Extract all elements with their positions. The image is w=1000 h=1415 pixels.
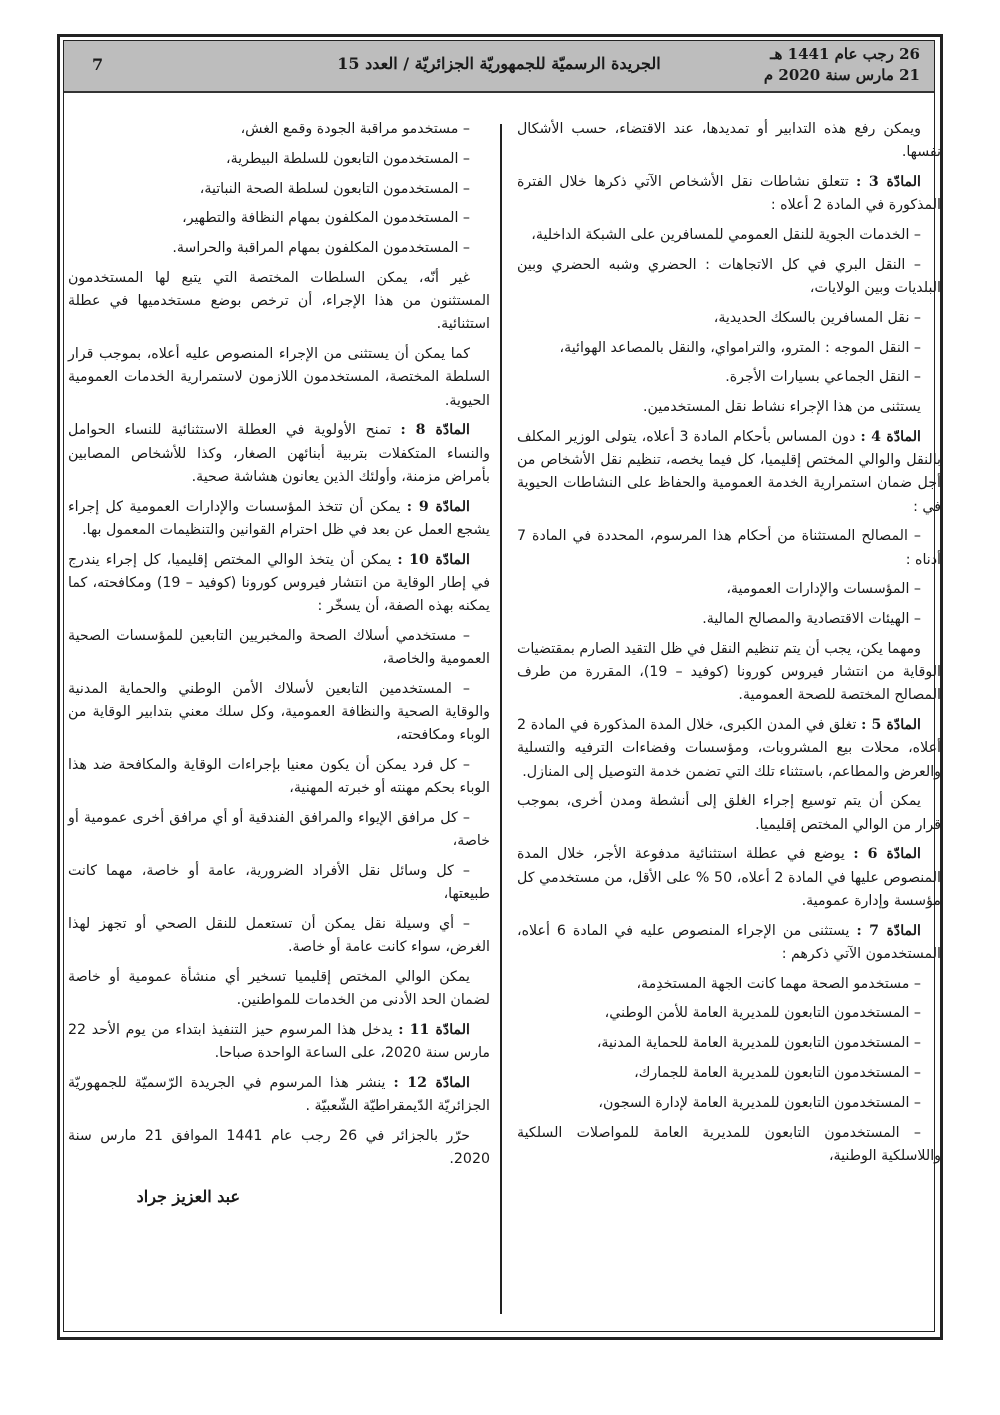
article-label: المادّة 9 :: [406, 498, 470, 515]
list-item: – المستخدمون التابعون للسلطة البيطرية،: [226, 150, 470, 167]
article-text: يمكن أن تتخذ المؤسسات والإدارات العمومية كل إجراء يشجع العمل عن بعد في ظل احترام القوانين والتنظيمات المعمول بها.: [68, 498, 490, 538]
list-item: – نقل المسافرين بالسكك الحديدية،: [713, 309, 921, 326]
list-item: – النقل الجماعي بسيارات الأجرة.: [725, 369, 921, 386]
list-item: – المصالح المستثناة من أحكام هذا المرسوم، المحددة في المادة 7 أدناه :: [517, 528, 941, 568]
article-label: المادّة 4 :: [860, 428, 921, 445]
article-text: يدخل هذا المرسوم حيز التنفيذ ابتداء من يوم الأحد 22 مارس سنة 2020، على الساعة الواحدة صباحا.: [68, 1022, 490, 1062]
list-item: – المستخدمون التابعون للمديرية العامة للمواصلات السلكية واللاسلكية الوطنية،: [517, 1124, 941, 1164]
article-text: يوضع في عطلة استثنائية مدفوعة الأجر، خلال المدة المنصوص عليها في المادة 2 أعلاه، 50 % على الأقل، من مستخدمي كل مؤسسة وإدارة عمومية.: [517, 846, 941, 909]
list-item: – المستخدمون المكلفون بمهام النظافة والتطهير،: [182, 210, 470, 227]
list-item: – الخدمات الجوية للنقل العمومي للمسافرين على الشبكة الداخلية،: [531, 227, 921, 243]
list-item: – أي وسيلة نقل يمكن أن تستعمل للنقل الصحي أو تجهز لهذا الغرض، سواء كانت عامة أو خاصة.: [68, 916, 490, 956]
list-item: – المستخدمون التابعون للمديرية العامة للحماية المدنية،: [596, 1035, 921, 1052]
column-divider: [500, 124, 502, 1314]
paragraph: غير أنّه، يمكن السلطات المختصة التي يتبع لها المستخدمون المستثنون من هذا الإجراء، أن ترخص بوضع مستخدميها في عطلة استثنائية.: [68, 269, 490, 333]
signature: عبد العزيز جراد: [136, 1187, 240, 1207]
article-text: يستثنى من الإجراء المنصوص عليه في المادة 6 أعلاه، المستخدمون الآتي ذكرهم :: [517, 922, 941, 962]
list-item: – المستخدمون التابعون للمديرية العامة للأمن الوطني،: [604, 1005, 921, 1022]
article-paragraph: [517, 843, 941, 913]
article-paragraph: [517, 171, 941, 217]
article-text: يمكن أن يتخذ الوالي المختص إقليميا، كل إجراء يندرج في إطار الوقاية من انتشار فيروس كورونا (كوفيد – 19) ومكافحته، كما يمكنه بهذه الصفة، أن يسخّر :: [68, 551, 490, 614]
paragraph: يمكن الوالي المختص إقليميا تسخير أي منشأة عمومية أو خاصة لضمان الحد الأدنى من الخدمات للمواطنين.: [68, 969, 490, 1009]
article-label: المادّة 8 :: [400, 422, 470, 439]
article-paragraph: [68, 496, 490, 542]
paragraph: كما يمكن أن يستثنى من الإجراء المنصوص عليه أعلاه، بموجب قرار السلطة المختصة، المستخدمون اللازمون لاستمرارية الخدمات العمومية الحيوية.: [68, 346, 490, 409]
article-paragraph: [68, 1072, 490, 1118]
page-number: 7: [92, 55, 104, 74]
paragraph: يمكن أن يتم توسيع إجراء الغلق إلى أنشطة ومدن أخرى، بموجب قرار من الوالي المختص إقليميا.: [517, 793, 941, 833]
article-label: المادّة 12 :: [393, 1075, 470, 1091]
gazette-title: الجريدة الرسميّة للجمهوريّة الجزائريّة / العدد 15: [337, 54, 661, 73]
article-text: تغلق في المدن الكبرى، خلال المدة المذكورة في المادة 2 أعلاه، محلات بيع المشروبات، ومؤسسات وفضاءات الترفيه والتسلية والعرض والمطاعم، باستثناء تلك التي تضمن خدمة التوصيل إلى المنازل.: [517, 717, 941, 780]
article-text: دون المساس بأحكام المادة 3 أعلاه، يتولى الوزير المكلف بالنقل والوالي المختص إقليميا، كل فيما يخصه، تنظيم نقل الأشخاص من أجل ضمان استمرارية الخدمة العمومية والحفاظ على النشاطات الحيوية في :: [517, 428, 941, 515]
paragraph: ويمكن رفع هذه التدابير أو تمديدها، عند الاقتضاء، حسب الأشكال نفسها.: [517, 121, 941, 161]
left-column: [68, 118, 490, 1215]
list-item: – الهيئات الاقتصادية والمصالح المالية.: [702, 611, 921, 628]
list-item: – كل فرد يمكن أن يكون معنيا بإجراءات الوقاية والمكافحة ضد هذا الوباء بحكم مهنته أو خبرته المهنية،: [68, 757, 490, 797]
paragraph: ومهما يكن، يجب أن يتم تنظيم النقل في ظل التقيد الصارم بمقتضيات الوقاية من انتشار فيروس كورونا (كوفيد – 19)، المقررة من طرف المصالح المختصة للصحة العمومية.: [517, 640, 941, 704]
list-item: – المستخدمين التابعين لأسلاك الأمن الوطني والحماية المدنية والوقاية الصحية والنظافة العمومية، وكل سلك معني بتدابير الوقاية من الوباء ومكافحته،: [68, 680, 490, 744]
article-paragraph: [68, 549, 490, 619]
list-item: – المستخدمون التابعون للمديرية العامة للجمارك،: [634, 1064, 921, 1081]
list-item: – مستخدمو الصحة مهما كانت الجهة المستخدِمة،: [636, 975, 921, 992]
article-paragraph: [517, 714, 941, 784]
article-paragraph: [68, 1019, 490, 1065]
list-item: – مستخدمي أسلاك الصحة والمخبريين التابعين للمؤسسات الصحية العمومية والخاصة،: [68, 627, 490, 667]
gazette-header: [64, 41, 934, 93]
article-text: تتعلق نشاطات نقل الأشخاص الآتي ذكرها خلال الفترة المذكورة في المادة 2 أعلاه :: [517, 174, 941, 214]
list-item: – كل وسائل نقل الأفراد الضرورية، عامة أو خاصة، مهما كانت طبيعتها،: [68, 863, 490, 903]
paragraph: حرّر بالجزائر في 26 رجب عام 1441 الموافق 21 مارس سنة 2020.: [68, 1128, 490, 1168]
article-label: المادّة 5 :: [861, 717, 921, 734]
article-paragraph: [68, 419, 490, 489]
list-item: – النقل البري في كل الاتجاهات : الحضري وشبه الحضري وبين البلديات وبين الولايات،: [517, 256, 941, 296]
article-label: المادّة 7 :: [856, 922, 921, 939]
gregorian-date: 21 مارس سنة 2020 م: [763, 66, 920, 84]
list-item: – المستخدمون التابعون لسلطة الصحة النباتية،: [199, 180, 470, 197]
hijri-date: 26 رجب عام 1441 هـ: [770, 45, 920, 63]
list-item: – كل مرافق الإيواء والمرافق الفندقية أو أي مرافق أخرى عمومية أو خاصة،: [68, 810, 490, 850]
list-item: – المستخدمون المكلفون بمهام المراقبة والحراسة.: [172, 240, 470, 257]
article-text: تمنح الأولوية في العطلة الاستثنائية للنساء الحوامل والنساء المتكفلات بتربية أبنائهن الصغار، وكذا للأشخاص المصابين بأمراض مزمنة، وأولئك الذين يعانون هشاشة صحية.: [68, 422, 490, 485]
right-column: [517, 118, 941, 1175]
article-label: المادّة 3 :: [855, 174, 921, 190]
list-item: – المؤسسات والإدارات العمومية،: [726, 581, 921, 598]
list-item: – المستخدمون التابعون للمديرية العامة لإدارة السجون،: [598, 1094, 921, 1111]
article-label: المادّة 6 :: [853, 846, 921, 863]
article-label: المادّة 10 :: [397, 551, 470, 568]
list-item: – النقل الموجه : المترو، والترامواي، والنقل بالمصاعد الهوائية،: [559, 339, 921, 356]
article-paragraph: [517, 920, 941, 966]
article-paragraph: [517, 426, 941, 519]
list-item: – مستخدمو مراقبة الجودة وقمع الغش،: [240, 121, 470, 137]
article-text: ينشر هذا المرسوم في الجريدة الرّسميّة للجمهوريّة الجزائريّة الدّيمقراطيّة الشّعبيّة .: [68, 1075, 490, 1115]
article-label: المادّة 11 :: [398, 1022, 470, 1038]
paragraph: يستثنى من هذا الإجراء نشاط نقل المستخدمين.: [643, 399, 921, 416]
